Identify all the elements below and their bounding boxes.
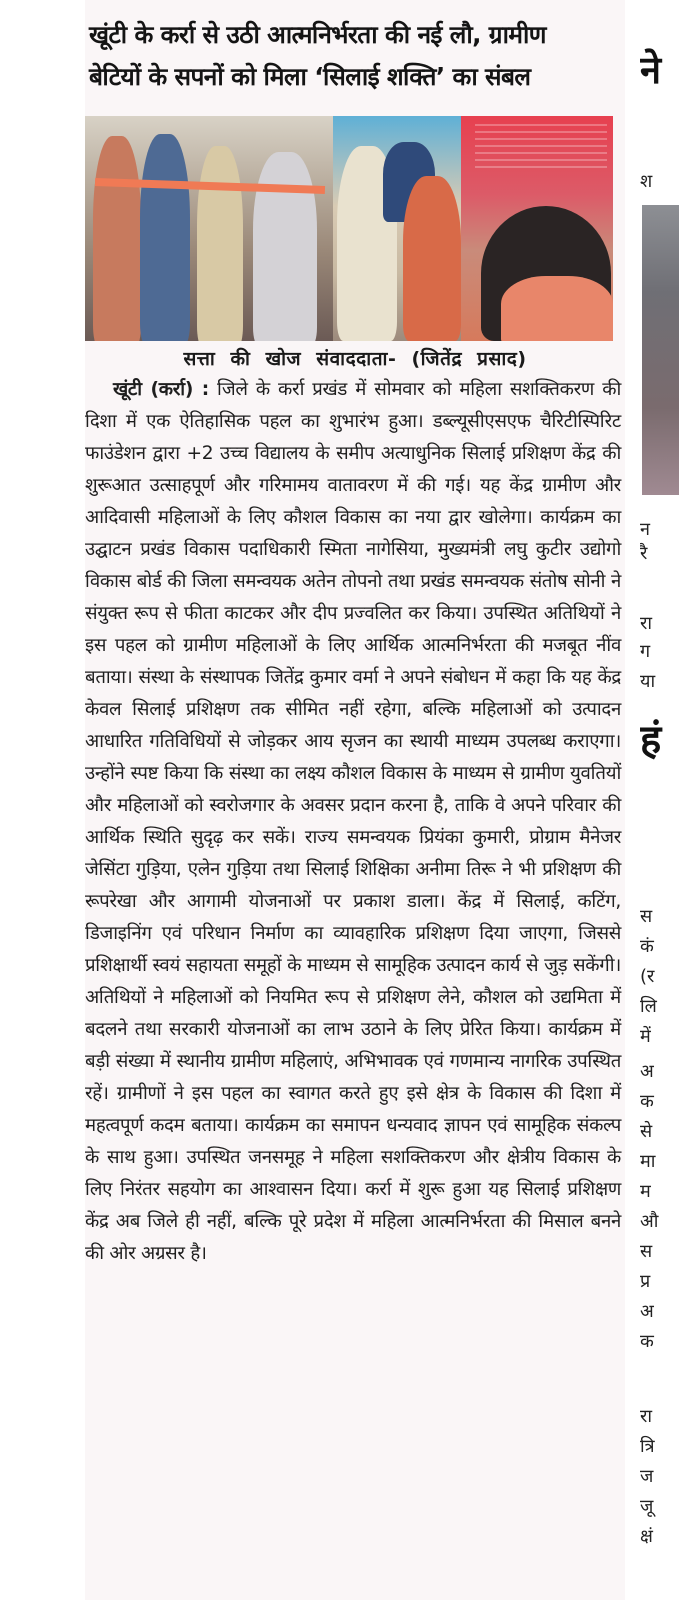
news-article bbox=[85, 0, 625, 1600]
adjacent-text-fragment: ज bbox=[640, 1466, 654, 1487]
adjacent-text-fragment: मा bbox=[640, 1151, 656, 1172]
photo-ribbon-cutting bbox=[85, 116, 333, 341]
adjacent-headline-fragment: ने bbox=[640, 48, 662, 92]
adjacent-text-fragment: औ bbox=[640, 1211, 659, 1232]
adjacent-text-fragment: या bbox=[640, 671, 656, 692]
headline-line-2: बेटियों के सपनों को मिला ‘सिलाई शक्ति’ का संबल bbox=[89, 62, 531, 91]
adjacent-article-column bbox=[640, 0, 679, 1600]
adjacent-text-fragment: जू bbox=[640, 1496, 654, 1517]
body-paragraph: जिले के कर्रा प्रखंड में सोमवार को महिला सशक्तिकरण की दिशा में एक ऐतिहासिक पहल का शुभारंभ हुआ। डब्ल्यूसीएसएफ चैरिटीस्पिरिट फाउंडेशन द्वारा +2 उच्च विद्यालय के समीप अत्याधुनिक सिलाई प्रशिक्षण केंद्र की शुरूआत उत्साहपूर्ण और गरिमामय वातावरण में की गई। यह केंद्र ग्रामीण और आदिवासी महिलाओं के लिए कौशल विकास का नया द्वार खोलेगा। कार्यक्रम का उद्घाटन प्रखंड विकास पदाधिकारी स्मिता नागेसिया, मुख्यमंत्री लघु कुटीर उद्योगो विकास बोर्ड की जिला समन्वयक अतेन तोपनो तथा प्रखंड समन्वयक संतोष सोनी ने संयुक्त रूप से फीता काटकर और दीप प्रज्वलित कर किया। उपस्थित अतिथियों ने इस पहल को ग्रामीण महिलाओं के लिए आर्थिक आत्मनिर्भरता की मजबूत नींव बताया। संस्था के संस्थापक जितेंद्र कुमार वर्मा ने अपने संबोधन में कहा कि यह केंद्र केवल सिलाई प्रशिक्षण तक सीमित नहीं रहेगा, बल्कि महिलाओं को उत्पादन आधारित गतिविधियों से जोड़कर आय सृजन का स्थायी माध्यम उपलब्ध कराएगा। उन्होंने स्पष्ट किया कि संस्था का लक्ष्य कौशल विकास के माध्यम से ग्रामीण युवतियों और महिलाओं को स्वरोजगार के अवसर प्रदान करना है, ताकि वे अपने परिवार की आर्थिक स्थिति सुदृढ़ कर सकें। राज्य समन्वयक प्रियंका कुमारी, प्रोग्राम मैनेजर जेसिंटा गुड़िया, एलेन गुड़िया तथा सिलाई शिक्षिका अनीमा तिरू ने भी प्रशिक्षण की रूपरेखा और आगामी योजनाओं पर प्रकाश डाला। केंद्र में सिलाई, कटिंग, डिजाइनिंग एवं परिधान निर्माण का व्यावहारिक प्रशिक्षण दिया जाएगा, जिससे प्रशिक्षार्थी स्वयं सहायता समूहों के माध्यम से सामूहिक उत्पादन कार्य से जुड़ सकेंगी। अतिथियों ने महिलाओं को नियमित रूप से प्रशिक्षण लेने, कौशल को उद्यमिता में बदलने तथा सरकारी योजनाओं का लाभ उठाने के लिए प्रेरित किया। कार्यक्रम में बड़ी संख्या में स्थानीय ग्रामीण महिलाएं, अभिभावक एवं गणमान्य नागरिक उपस्थित रहें। ग्रामीणों ने इस पहल का स्वागत करते हुए इसे क्षेत्र के विकास की दिशा में महत्वपूर्ण कदम बताया। कार्यक्रम का समापन धन्यवाद ज्ञापन एवं सामूहिक संकल्प के साथ हुआ। उपस्थित जनसमूह ने महिला सशक्तिकरण और क्षेत्रीय विकास के लिए निरंतर सहयोग का आश्वासन दिया। कर्रा में शुरू हुआ यह सिलाई प्रशिक्षण केंद्र अब जिले ही नहीं, बल्कि पूरे प्रदेश में महिला आत्मनिर्भरता की मिसाल बनने की ओर अग्रसर है। bbox=[85, 379, 621, 1264]
dateline: खूंटी (कर्रा) : bbox=[113, 379, 209, 400]
adjacent-text-fragment: रै bbox=[640, 543, 648, 564]
photo-guests bbox=[333, 116, 461, 341]
headline-line-1: खूंटी के कर्रा से उठी आत्मनिर्भरता की नई लौ, ग्रामीण bbox=[89, 20, 546, 49]
adjacent-text-fragment: रा bbox=[640, 613, 653, 634]
adjacent-text-fragment: क bbox=[640, 1331, 654, 1352]
adjacent-text-fragment: प्र bbox=[640, 1271, 651, 1292]
adjacent-photo bbox=[642, 205, 679, 495]
photo-training-banner bbox=[461, 116, 613, 341]
adjacent-text-fragment: क bbox=[640, 1091, 654, 1112]
adjacent-headline-fragment-2: हं bbox=[640, 717, 662, 763]
byline: सत्ता की खोज संवाददाता- (जितेंद्र प्रसाद) bbox=[183, 348, 527, 370]
adjacent-text-fragment: रा bbox=[640, 1406, 653, 1427]
adjacent-text-fragment: श bbox=[640, 171, 653, 192]
adjacent-text-fragment: म bbox=[640, 1181, 651, 1202]
adjacent-text-fragment: अ bbox=[640, 1301, 654, 1322]
adjacent-text-fragment: स bbox=[640, 1241, 653, 1262]
adjacent-text-fragment: में bbox=[640, 1026, 651, 1047]
adjacent-text-fragment: अ bbox=[640, 1061, 654, 1082]
headline bbox=[85, 0, 625, 98]
banner-text bbox=[475, 124, 607, 170]
adjacent-text-fragment: लि bbox=[640, 996, 657, 1017]
adjacent-text-fragment: स bbox=[640, 906, 653, 927]
adjacent-text-fragment: कं bbox=[640, 936, 654, 957]
adjacent-text-fragment: ग bbox=[640, 641, 651, 662]
adjacent-text-fragment: त्रि bbox=[640, 1436, 655, 1457]
news-photo bbox=[85, 116, 613, 341]
adjacent-text-fragment: न bbox=[640, 519, 650, 540]
adjacent-text-fragment: (र bbox=[640, 966, 655, 987]
adjacent-text-fragment: से bbox=[640, 1121, 653, 1142]
article-body bbox=[85, 374, 621, 1270]
adjacent-text-fragment: क्षं bbox=[640, 1526, 653, 1547]
